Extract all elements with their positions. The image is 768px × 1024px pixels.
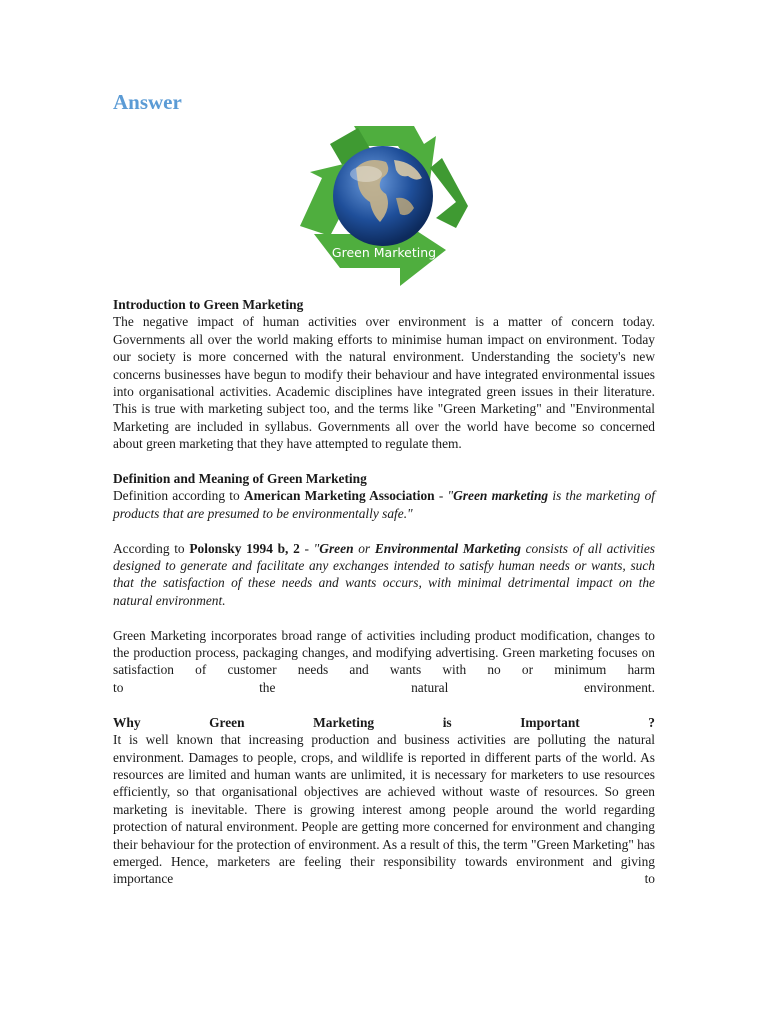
definition-title: Definition and Meaning of Green Marketing <box>113 471 367 487</box>
incorporates-paragraph: Green Marketing incorporates broad range of activities including product modification, changes to the production process, packaging changes, and modifying advertising. Green marketing focuses on satisfaction of customer needs and wants with no or minimum harm <box>113 627 655 678</box>
ama-prefix: Definition according to <box>113 488 244 504</box>
polonsky-source: Polonsky 1994 b, 2 <box>189 540 300 556</box>
ama-quote: is the marketing of products that are presumed to be environmentally safe." <box>113 488 656 521</box>
ama-quote-open: " <box>447 488 454 504</box>
logo-caption: Green Marketing <box>331 245 437 260</box>
polonsky-prefix: According to <box>113 540 190 556</box>
polonsky-quote: consists of all activities designed to generate and facilitate any exchanges intended to satisfy human needs or wants, such that the satisfaction of these needs and wants occurs, with minimal detrimental impact on the natural environment. <box>113 540 655 608</box>
polonsky-quote-open: " <box>313 540 320 556</box>
polonsky-dash: - <box>299 540 314 556</box>
green-marketing-logo <box>296 118 472 292</box>
ama-source: American Marketing Association <box>243 488 435 504</box>
why-paragraph: It is well known that increasing production and business activities are polluting the natural environment. Damages to people, crops, and wildlife is reported in different parts of the world. As resources are limited and human wants are unlimited, it is necessary for marketers to use resources efficiently, so that organisational objectives are achieved without waste of resources. So green marketing is inevitable. There is growing interest among people around the world regarding protection of natural environment. People are getting more concerned for environment and changing their behaviour for the protection of environment. As a result of this, the term "Green Marketing" has emerged. Hence, marketers are feeling their responsibility towards environment and giving importance to <box>113 732 655 887</box>
polonsky-definition <box>113 540 655 610</box>
polonsky-term-environmental: Environmental Marketing <box>374 540 521 556</box>
article-body <box>113 296 655 888</box>
ama-dash: - <box>434 488 448 504</box>
intro-paragraph: The negative impact of human activities over environment is a matter of concern today. Governments all over the world making efforts to minimise human impact on environment. Today our society is more concerned with the natural environment. Understanding the society's new concerns businesses have begun to modify their behaviour and have integrated environmental issues into organisational activities. Academic disciplines have integrated green issues in their literature. This is true with marketing subject too, and the terms like "Green Marketing" and "Environmental Marketing are included in syllabus. Governments all over the world have become so concerned about green marketing that they have attempted to regulate them. <box>113 314 655 452</box>
answer-heading: Answer <box>113 90 182 114</box>
ama-definition <box>113 487 655 522</box>
polonsky-term-green: Green <box>319 540 354 556</box>
incorporates-last-line: to the natural environment. <box>113 679 655 695</box>
recycle-globe-icon <box>296 118 472 292</box>
polonsky-or: or <box>353 540 375 556</box>
intro-title: Introduction to Green Marketing <box>113 297 304 312</box>
ama-term: Green marketing <box>453 488 549 504</box>
why-title: Why Green Marketing is Important ? <box>113 714 655 730</box>
